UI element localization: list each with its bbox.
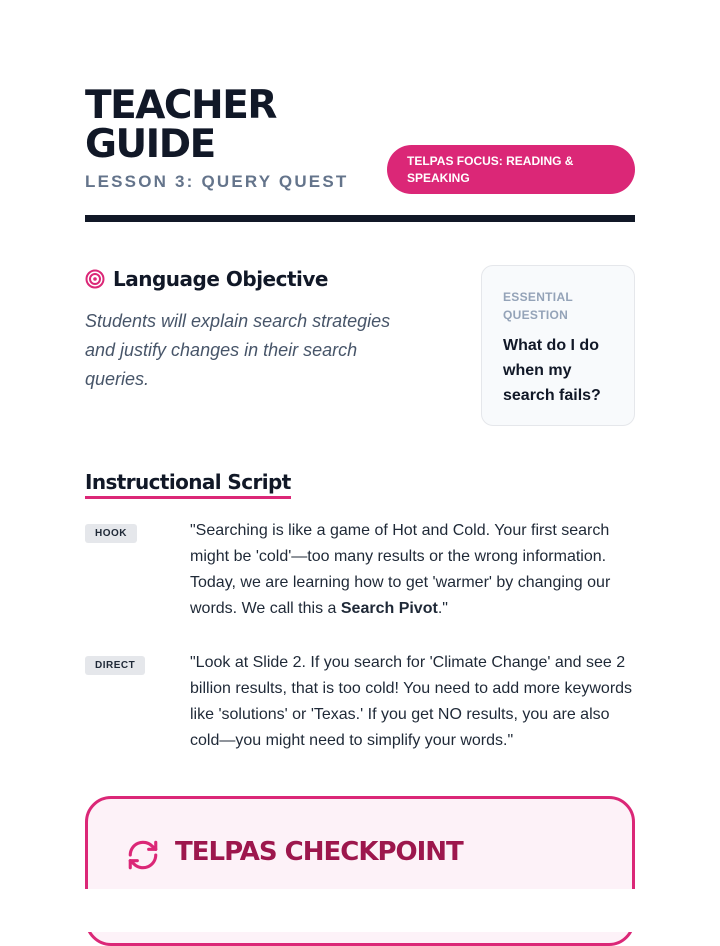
direct-tag: DIRECT — [85, 656, 145, 675]
essential-question-text: What do I do when my search fails? — [503, 337, 601, 404]
language-objective-heading — [85, 265, 328, 293]
direct-text: "Look at Slide 2. If you search for 'Climate Change' and see 2 billion results, that is too cold! You need to add more keywords like 'solutions' or 'Texas.' If you get NO results, you are also cold—you might need to simplify your words." — [190, 654, 633, 749]
language-objective-text: Students will explain search strategies and justify changes in their search queries. — [85, 311, 391, 389]
essential-question-label: ESSENTIAL QUESTION — [503, 290, 573, 322]
telpas-checkpoint-title: TELPAS CHECKPOINT — [175, 837, 463, 867]
refresh-icon — [126, 838, 160, 872]
hook-tag: HOOK — [85, 524, 137, 543]
search-pivot-term: Search Pivot — [340, 600, 438, 617]
header-divider — [85, 215, 635, 222]
language-objective-title: Language Objective — [113, 267, 328, 291]
hook-text-lead: "Searching is like a game of Hot and Cold. Your first search might be 'cold'—too many results or the wrong information. Today, we are learning how to get 'warmer' by changing our words. We call this a — [190, 522, 611, 617]
lesson-subtitle: LESSON 3: QUERY QUEST — [85, 172, 349, 191]
hook-text — [190, 518, 638, 622]
instructional-script-heading: Instructional Script — [85, 470, 291, 499]
target-icon — [85, 269, 105, 289]
page-title — [85, 83, 276, 167]
title-line-1: TEACHER — [85, 83, 276, 128]
title-line-2: GUIDE — [85, 122, 215, 167]
hook-text-end: ." — [437, 600, 448, 617]
essential-question-card — [481, 265, 635, 426]
teacher-guide-page — [85, 0, 635, 932]
telpas-focus-badge: TELPAS FOCUS: READING & SPEAKING — [387, 145, 635, 194]
page-bottom-edge — [0, 889, 720, 932]
